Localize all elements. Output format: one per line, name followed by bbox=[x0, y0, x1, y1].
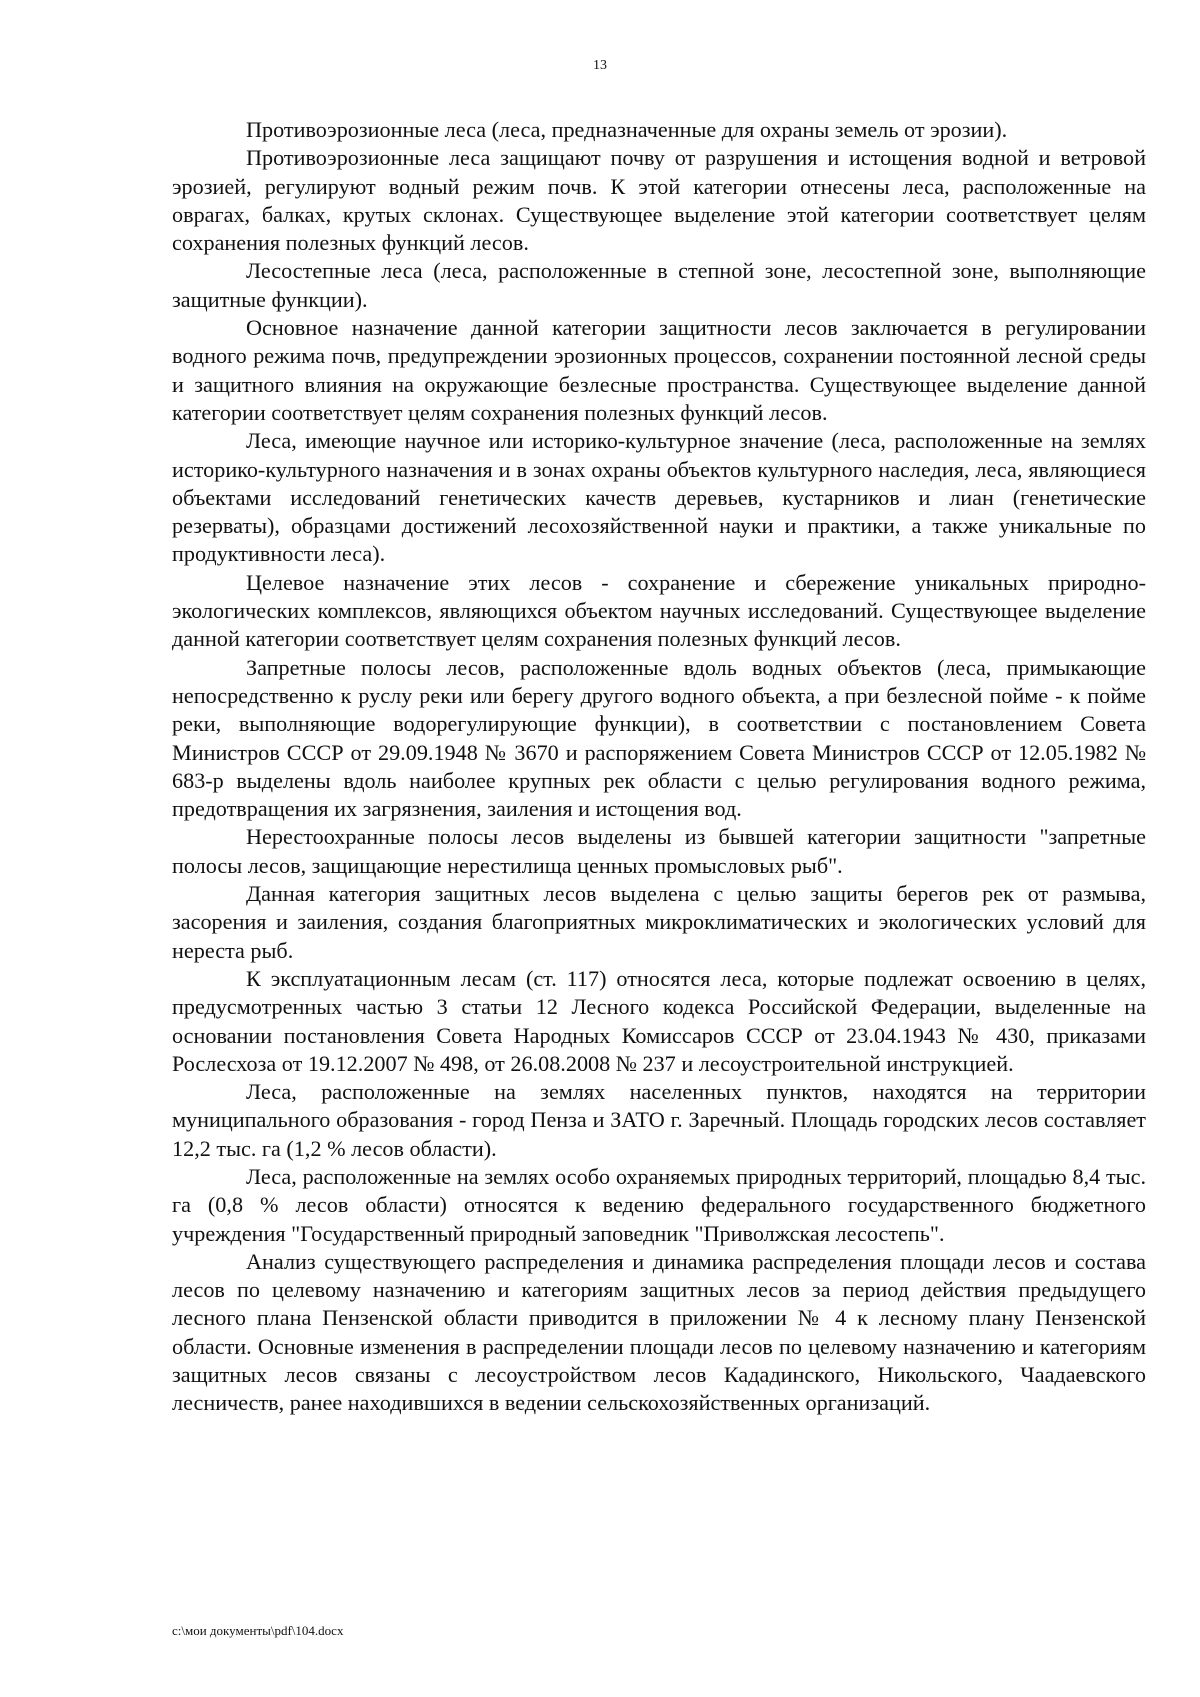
page-number: 13 bbox=[593, 58, 607, 73]
paragraph-spawning-strips-description: Данная категория защитных лесов выделена с целью защиты берегов рек от размыва, засорения и заиления, создания благоприятных микроклиматических и экологических условий для нереста рыб. bbox=[172, 881, 1146, 963]
paragraph-exploitation-forests: К эксплуатационным лесам (ст. 117) относятся леса, которые подлежат освоению в целях, предусмотренных частью 3 статьи 12 Лесного кодекса Российской Федерации, выделенные на основании постановления Совета Народных Комиссаров СССР от 23.04.1943 № 430, приказами Рослесхоза от 19.12.2007 № 498, от 26.08.2008 № 237 и лесоустроительной инструкцией. bbox=[172, 965, 1146, 1076]
paragraph-distribution-analysis: Анализ существующего распределения и динамика распределения площади лесов и состава лесов по целевому назначению и категориям защитных лесов за период действия предыдущего лесного плана Пензенской области приводится в приложении № 4 к лесному плану Пензенской области. Основные изменения в распределении площади лесов по целевому назначению и категориям защитных лесов связаны с лесоустройством лесов Кададинского, Никольского, Чаадаевского лесничеств, ранее находившихся в ведении сельскохозяйственных организаций. bbox=[172, 1248, 1146, 1416]
paragraph-prohibited-strips: Запретные полосы лесов, расположенные вдоль водных объектов (леса, примыкающие непосредственно к руслу реки или берегу другого водного объекта, а при безлесной пойме - к пойме реки, выполняющие водорегулирующие функции), в соответствии с постановлением Совета Министров СССР от 29.09.1948 № 3670 и распоряжением Совета Министров СССР от 12.05.1982 № 683-р выделены вдоль наиболее крупных рек области с целью регулирования водного режима, предотвращения их загрязнения, заиления и истощения вод. bbox=[172, 654, 1146, 822]
document-body bbox=[172, 116, 1146, 1418]
paragraph-scientific-forests-description: Целевое назначение этих лесов - сохранение и сбережение уникальных природно-экологических комплексов, являющихся объектом научных исследований. Существующее выделение данной категории соответствует целям сохранения полезных функций лесов. bbox=[172, 569, 1146, 652]
paragraph-spawning-strips-heading: Нерестоохранные полосы лесов выделены из бывшей категории защитности "запретные полосы лесов, защищающие нерестилища ценных промысловых рыб". bbox=[172, 824, 1146, 878]
paragraph-anti-erosion-heading: Противоэрозионные леса (леса, предназначенные для охраны земель от эрозии). bbox=[246, 117, 1008, 142]
footer-file-path: c:\мои документы\pdf\104.docx bbox=[172, 1623, 344, 1638]
paragraph-protected-territories: Леса, расположенные на землях особо охраняемых природных территорий, площадью 8,4 тыс. га (0,8 % лесов области) относятся к ведению федерального государственного бюджетного учреждения "Государственный природный заповедник "Приволжская лесостепь". bbox=[172, 1163, 1146, 1246]
paragraph-anti-erosion-description: Противоэрозионные леса защищают почву от разрушения и истощения водной и ветровой эрозией, регулируют водный режим почв. К этой категории отнесены леса, расположенные на оврагах, балках, крутых склонах. Существующее выделение этой категории соответствует целям сохранения полезных функций лесов. bbox=[172, 145, 1146, 256]
paragraph-forest-steppe-heading: Лесостепные леса (леса, расположенные в степной зоне, лесостепной зоне, выполняющие защитные функции). bbox=[172, 258, 1146, 312]
paragraph-urban-forests: Леса, расположенные на землях населенных пунктов, находятся на территории муниципального образования - город Пенза и ЗАТО г. Заречный. Площадь городских лесов составляет 12,2 тыс. га (1,2 % лесов области). bbox=[172, 1079, 1146, 1161]
paragraph-scientific-forests-heading: Леса, имеющие научное или историко-культурное значение (леса, расположенные на землях историко-культурного назначения и в зонах охраны объектов культурного наследия, леса, являющиеся объектами исследований генетических качеств деревьев, кустарников и лиан (генетические резерваты), образцами достижений лесохозяйственной науки и практики, а также уникальные по продуктивности леса). bbox=[172, 428, 1146, 567]
paragraph-forest-steppe-description: Основное назначение данной категории защитности лесов заключается в регулировании водного режима почв, предупреждении эрозионных процессов, сохранении постоянной лесной среды и защитного влияния на окружающие безлесные пространства. Существующее выделение данной категории соответствует целям сохранения полезных функций лесов. bbox=[172, 315, 1146, 425]
